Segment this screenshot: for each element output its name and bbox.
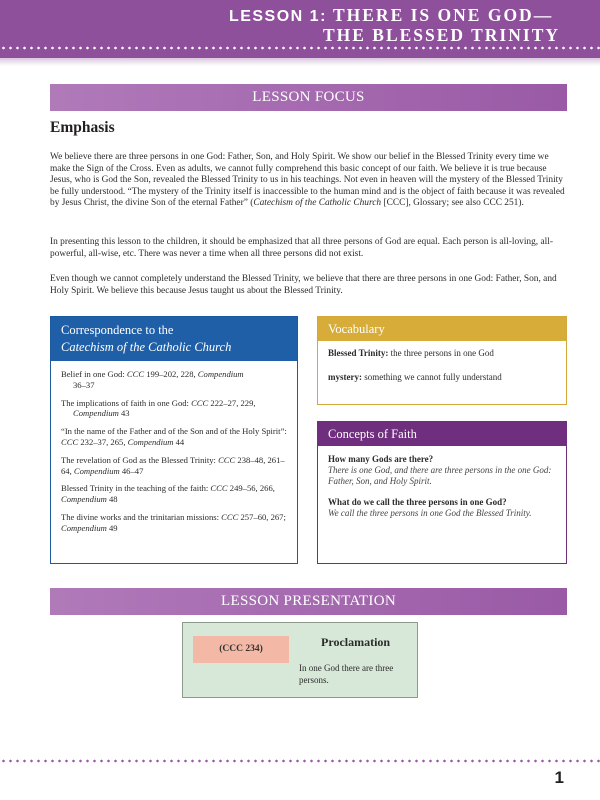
concept-answer: We call the three persons in one God the Blessed Trinity. bbox=[328, 508, 532, 518]
lesson-title-line2: THE BLESSED TRINITY bbox=[322, 25, 560, 45]
header-shadow bbox=[0, 58, 600, 66]
correspondence-list bbox=[51, 361, 297, 534]
correspondence-header bbox=[51, 317, 297, 361]
emphasis-paragraph-1 bbox=[50, 152, 570, 210]
correspondence-item-topic: “In the name of the Father and of the Son and of the Holy Spirit”: bbox=[61, 426, 287, 437]
lesson-focus-bar bbox=[50, 84, 567, 111]
compendium-ref: 49 bbox=[106, 522, 118, 533]
emphasis-paragraph-3: Even though we cannot completely understand the Blessed Trinity, we believe that there are three persons in one God: Father, Son, and Holy Spirit. We believe this because Jesus taught us about the Blessed Trinity. bbox=[50, 274, 557, 296]
correspondence-box bbox=[50, 316, 298, 564]
emphasis-paragraph-1-end: [CCC], Glossary; see also CCC 251). bbox=[381, 198, 524, 209]
correspondence-item-topic: Blessed Trinity in the teaching of the faith: bbox=[61, 483, 211, 494]
correspondence-item-topic: The divine works and the trinitarian missions: bbox=[61, 511, 222, 522]
ccc-abbrev: CCC bbox=[191, 397, 209, 408]
concept-qa bbox=[318, 446, 566, 487]
proclamation-box bbox=[182, 622, 418, 698]
concepts-of-faith-box bbox=[317, 421, 567, 564]
ccc-ref: 249–56, 266, bbox=[227, 483, 275, 494]
concept-answer: There is one God, and there are three persons in the one God: Father, Son, and Holy Spirit. bbox=[328, 465, 552, 486]
lesson-number: LESSON 1: bbox=[228, 8, 327, 25]
concept-qa bbox=[318, 487, 566, 519]
ccc-abbrev: CCC bbox=[210, 483, 228, 494]
ccc-abbrev: CCC bbox=[221, 511, 239, 522]
proclamation-text: In one God there are three persons. bbox=[299, 663, 394, 685]
correspondence-item-topic: The implications of faith in one God: bbox=[61, 397, 192, 408]
compendium-ref: 46–47 bbox=[119, 465, 144, 476]
header-dotted-rule bbox=[0, 46, 600, 50]
correspondence-item bbox=[61, 512, 287, 534]
emphasis-paragraph-1-text: We believe there are three persons in one God: Father, Son, and Holy Spirit. We show our belief in the Blessed Trinity every time we make the Sign of the Cross. Even as adults, we cannot fully comprehend this basic concept of our faith. We believe it is true because Jesus, who is God the Son, revealed the Blessed Trinity to us in his teachings. Not even in heaven will the mystery of the Blessed Trinity be fully understood. “The mystery of the Trinity itself is inaccessible to the human mind and is the object of faith because it was revealed by Jesus Christ, the divine Son of the eternal Father” ( bbox=[50, 152, 565, 209]
correspondence-title-line2: Catechism of the Catholic Church bbox=[61, 340, 232, 354]
footer-dotted-rule bbox=[0, 759, 600, 763]
proclamation-title: Proclamation bbox=[321, 635, 391, 649]
vocabulary-title: Vocabulary bbox=[318, 317, 566, 341]
compendium-label: Compendium bbox=[197, 369, 244, 379]
compendium-ref: 44 bbox=[173, 436, 185, 447]
ccc-ref: 257–60, 267; bbox=[238, 511, 286, 522]
page-number: 1 bbox=[554, 768, 564, 787]
lesson-presentation-bar bbox=[50, 588, 567, 615]
correspondence-title-line1: Correspondence to the bbox=[61, 323, 174, 337]
correspondence-item bbox=[61, 426, 287, 448]
lesson-focus-label: LESSON FOCUS bbox=[252, 89, 365, 105]
correspondence-item-topic: The revelation of God as the Blessed Trinity: bbox=[61, 454, 219, 465]
lesson-title bbox=[229, 6, 560, 45]
concept-question: What do we call the three persons in one God? bbox=[328, 497, 507, 507]
vocabulary-definition: the three persons in one God bbox=[388, 348, 494, 358]
concepts-of-faith-title: Concepts of Faith bbox=[318, 422, 566, 446]
compendium-label: Compendium bbox=[61, 522, 107, 533]
correspondence-item bbox=[61, 398, 287, 420]
correspondence-item bbox=[61, 483, 287, 505]
compendium-label: Compendium bbox=[127, 436, 174, 447]
concept-question: How many Gods are there? bbox=[328, 454, 434, 464]
vocabulary-definition: something we cannot fully understand bbox=[361, 372, 502, 382]
vocabulary-term: mystery: bbox=[328, 372, 362, 382]
correspondence-item-topic: Belief in one God: bbox=[61, 369, 127, 379]
lesson-presentation-label: LESSON PRESENTATION bbox=[221, 593, 396, 609]
vocabulary-box bbox=[317, 316, 567, 405]
ccc-ref: 199–202, 228, bbox=[144, 369, 198, 379]
lesson-title-line1: THERE IS ONE GOD— bbox=[332, 5, 554, 25]
compendium-label: Compendium bbox=[61, 494, 107, 505]
emphasis-paragraph-2: In presenting this lesson to the children, it should be emphasized that all three persons of God are equal. Each person is all-loving, all-powerful, all-wise, etc. There was never a time when all three persons did not exist. bbox=[50, 237, 553, 259]
ccc-abbrev: CCC bbox=[126, 369, 145, 379]
compendium-ref: 48 bbox=[106, 494, 118, 505]
emphasis-heading: Emphasis bbox=[50, 119, 115, 136]
vocabulary-entry bbox=[318, 359, 566, 383]
correspondence-item bbox=[61, 455, 287, 477]
correspondence-item bbox=[61, 369, 287, 391]
ccc-ref: 232–37, 265, bbox=[78, 436, 128, 447]
catechism-citation: Catechism of the Catholic Church bbox=[253, 198, 382, 209]
compendium-ref: 43 bbox=[118, 408, 130, 419]
vocabulary-term: Blessed Trinity: bbox=[328, 348, 389, 358]
compendium-label: Compendium bbox=[73, 408, 119, 419]
compendium-label: Compendium bbox=[73, 465, 120, 476]
ccc-reference-tag: (CCC 234) bbox=[193, 636, 289, 663]
vocabulary-entry bbox=[318, 341, 566, 359]
ccc-ref: 222–27, 229, bbox=[208, 397, 256, 408]
ccc-abbrev: CCC bbox=[61, 436, 79, 447]
ccc-ref: 238–48, 261–64, bbox=[61, 454, 285, 476]
compendium-ref: 36–37 bbox=[73, 379, 95, 390]
ccc-abbrev: CCC bbox=[218, 454, 236, 465]
